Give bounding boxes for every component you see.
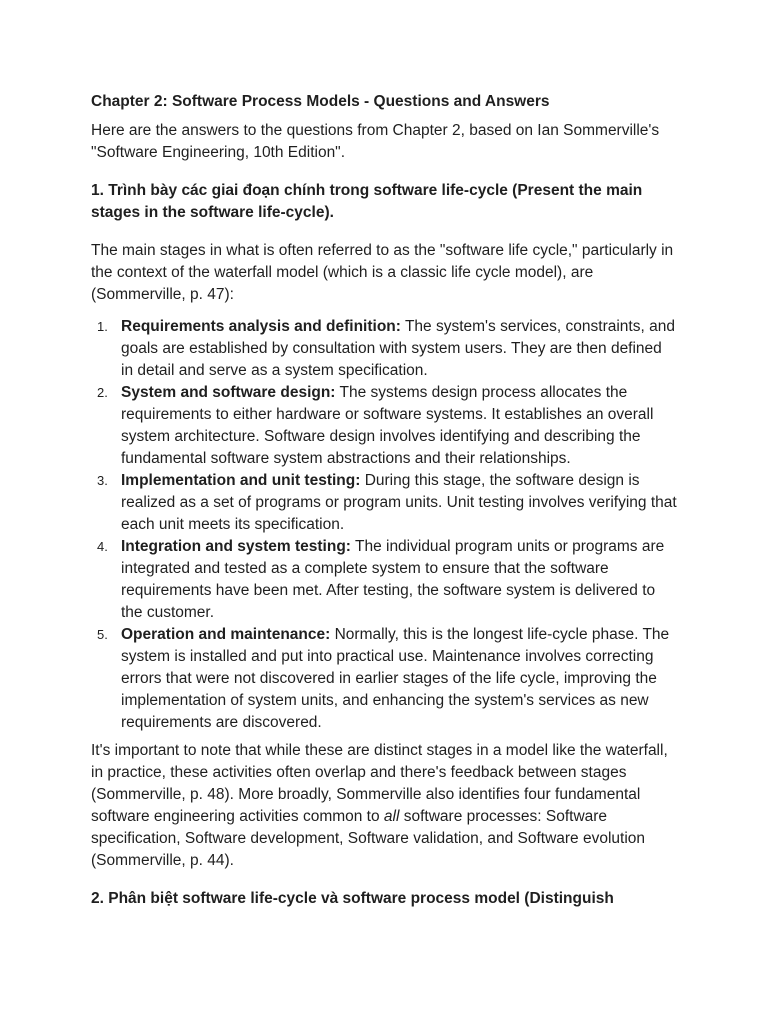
stage-description: During this stage, the software design is realized as a set of programs or program units. Unit testing involves verifying that each unit meets its specification.: [121, 472, 677, 533]
list-item: [91, 470, 678, 536]
list-item: [91, 536, 678, 624]
note-emphasis: all: [383, 808, 400, 825]
note-text-end: software processes: Software specification, Software development, Software validation, and Software evolution (Sommerville, p. 44).: [91, 808, 646, 869]
question-1-lead: The main stages in what is often referred to as the "software life cycle," particularly in the context of the waterfall model (which is a classic life cycle model), are (Sommerville, p. 47):: [91, 242, 674, 303]
stage-description: The individual program units or programs are integrated and tested as a complete system to ensure that the software requirements have been met. After testing, the software system is delivered to the customer.: [121, 538, 665, 621]
list-number: 3.: [97, 473, 108, 488]
stage-term: Requirements analysis and definition:: [121, 318, 401, 335]
question-2-heading: 2. Phân biệt software life-cycle và software process model (Distinguish: [91, 890, 614, 907]
stage-term: Implementation and unit testing:: [121, 472, 361, 489]
list-item: [91, 624, 678, 734]
stage-description: Normally, this is the longest life-cycle phase. The system is installed and put into practical use. Maintenance involves correcting errors that were not discovered in earlier stages of the life cycle, improving the implementation of system units, and enhancing the system's services as new requirements are discovered.: [121, 626, 670, 731]
stage-term: System and software design:: [121, 384, 336, 401]
note-text-start: It's important to note that while these are distinct stages in a model like the waterfall, in practice, these activities often overlap and there's feedback between stages (Sommerville, p. 48). More broadly, Sommerville also identifies four fundamental software engineering activities common to: [91, 742, 668, 825]
question-1-note: [91, 740, 678, 872]
list-number: 1.: [97, 319, 108, 334]
stage-description: The system's services, constraints, and goals are established by consultation with system users. They are then defined in detail and serve as a system specification.: [121, 318, 675, 379]
list-number: 2.: [97, 385, 108, 400]
life-cycle-stages-list: [91, 316, 678, 734]
stage-term: Integration and system testing:: [121, 538, 351, 555]
intro-paragraph: Here are the answers to the questions from Chapter 2, based on Ian Sommerville's "Software Engineering, 10th Edition".: [91, 122, 660, 161]
list-item: [91, 316, 678, 382]
stage-description: The systems design process allocates the requirements to either hardware or software systems. It establishes an overall system architecture. Software design involves identifying and describing the fundamental software system abstractions and their relationships.: [121, 384, 654, 467]
list-number: 5.: [97, 627, 108, 642]
question-1-heading: 1. Trình bày các giai đoạn chính trong software life-cycle (Present the main stages in the software life-cycle).: [91, 182, 643, 221]
list-number: 4.: [97, 539, 108, 554]
stage-term: Operation and maintenance:: [121, 626, 331, 643]
document-title: Chapter 2: Software Process Models - Questions and Answers: [91, 93, 550, 110]
list-item: [91, 382, 678, 470]
